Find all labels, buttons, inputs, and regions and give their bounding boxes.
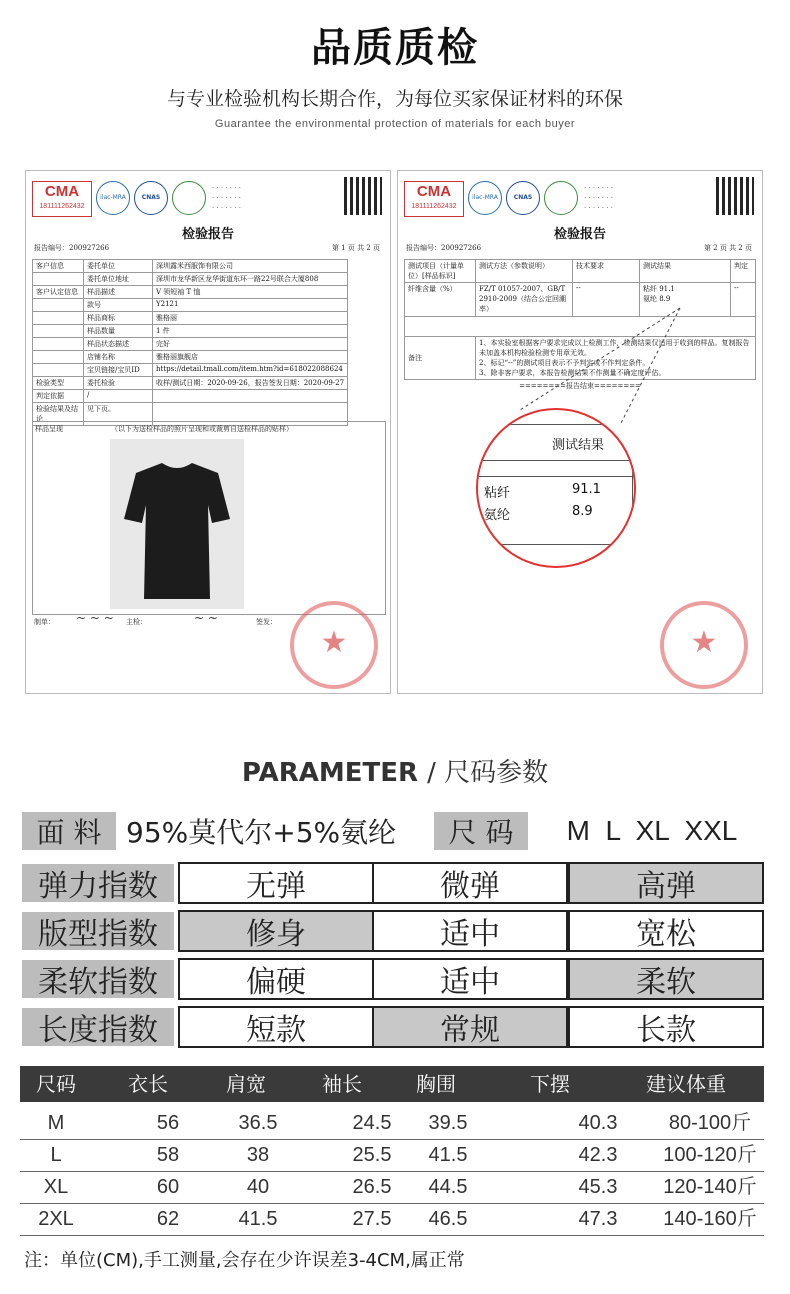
size-table-cell: 100-120斤 [663, 1144, 757, 1166]
size-table-col-header: 袖长 [322, 1072, 362, 1096]
size-table-col-header: 衣长 [128, 1072, 168, 1096]
testing-badge-icon [544, 181, 578, 215]
size-table-cell: 41.5 [428, 1144, 468, 1166]
report-row: 样品数量 1 件 [33, 325, 348, 338]
red-seal-stamp: ★ [660, 601, 748, 689]
size-table-cell: 27.5 [352, 1208, 392, 1230]
cert-logos: CMA 181111262432 ilac-MRA CNAS · · · · · · · · · · · · · · · · · · · · · [32, 177, 282, 217]
size-table-cell: 58 [156, 1144, 180, 1166]
size-table-cell: 46.5 [428, 1208, 468, 1230]
size-table-cell: 2XL [38, 1208, 74, 1230]
qr-code-icon [344, 177, 382, 215]
size-table-cell: 80-100斤 [668, 1112, 752, 1134]
ilac-logo: ilac-MRA [96, 181, 130, 215]
cert-logos: CMA 181111262432 ilac-MRA CNAS · · · · · · · · · · · · · · · · · · · · · [404, 177, 654, 217]
report-row: 检验结果及结论 见下页。 [33, 403, 348, 426]
size-table-cell: 26.5 [352, 1176, 392, 1198]
qr-code-icon [716, 177, 754, 215]
sign-label: 制单： [34, 618, 55, 626]
page-title: 品质质检 [311, 25, 479, 71]
report-row: 检验类型 委托检验 收样/测试日期：2020-09-26，报告签发日期：2020-09-27 [33, 377, 348, 390]
size-table-cell: XL [43, 1176, 69, 1198]
size-table-header [20, 1066, 764, 1102]
index-option: 适中 [372, 910, 568, 952]
size-table-cell: 24.5 [352, 1112, 392, 1134]
index-option: 适中 [372, 958, 568, 1000]
index-option: 无弹 [178, 862, 374, 904]
size-table-col-header: 下摆 [530, 1072, 570, 1096]
size-table-cell: M [47, 1112, 65, 1134]
magnifier-guide-lines [470, 300, 710, 430]
size-table-cell: 36.5 [238, 1112, 278, 1134]
test-result-table: 测试项目（计量单位）[样品标识] 测试方法（参数说明） 技术要求 测试结果 判定 纤维含量（%） FZ/T 01057-2007、GB/T 2910-2009（结合公定回潮率） -- 粘纤 91.1 氨纶 8.9 -- 备注 1、本实验室根据客户要求完成以上检测工作，检测结果仅适用于收到的样品。复制报告未加盖本机构检验检测专用章无效。 2、标记“--”的测试项目表示不予判定或不作判定条件。 3、除非客户要求，本报告检测结果不作测量不确定度评估。 [404, 259, 756, 380]
page-subtitle: 与专业检验机构长期合作，为每位买家保证材料的环保 [166, 88, 623, 110]
page-subtitle-en: Guarantee the environmental protection of materials for each buyer [214, 118, 576, 130]
row-divider [20, 1235, 764, 1236]
size-table-cell: 39.5 [428, 1112, 468, 1134]
report-row: 客户信息 委托单位 深圳露米西服饰有限公司 [33, 260, 348, 273]
size-table-cell: 140-160斤 [663, 1208, 757, 1230]
cma-logo: CMA 181111262432 [32, 181, 92, 217]
size-table-col-header: 肩宽 [226, 1072, 266, 1096]
size-table-cell: 120-140斤 [663, 1176, 757, 1198]
index-option: 长款 [568, 1006, 764, 1048]
index-option: 短款 [178, 1006, 374, 1048]
parameter-title: PARAMETER / 尺码参数 [241, 758, 549, 788]
size-table-col-header: 胸围 [416, 1072, 456, 1096]
sample-photo [110, 439, 244, 609]
report-number: 报告编号：200927266 [406, 244, 482, 252]
index-label: 柔软指数 [20, 958, 176, 1000]
report-row: 店铺名称 雅格丽旗舰店 [33, 351, 348, 364]
index-label: 版型指数 [20, 910, 176, 952]
report-row: 客户认定信息 样品描述 V 领短袖 T 恤 [33, 286, 348, 299]
index-option: 偏硬 [178, 958, 374, 1000]
cnas-logo: CNAS [506, 181, 540, 215]
report-row: 样品状态描述 完好 [33, 338, 348, 351]
fabric-value: 95%莫代尔+5%氨纶 [126, 816, 397, 849]
report-row: 判定依据 / [33, 390, 348, 403]
report-number: 报告编号：200927266 [34, 244, 110, 252]
size-table-cell: 47.3 [578, 1208, 618, 1230]
size-table-cell: 42.3 [578, 1144, 618, 1166]
red-seal-stamp: ★ [290, 601, 378, 689]
size-table-cell: 60 [156, 1176, 180, 1198]
size-table-cell: 44.5 [428, 1176, 468, 1198]
size-table-cell: 38 [246, 1144, 270, 1166]
report-page: 第 1 页 共 2 页 [331, 244, 380, 252]
size-table-cell: L [50, 1144, 62, 1166]
size-label: 尺 码 [432, 810, 530, 852]
size-table-cell: 41.5 [238, 1208, 278, 1230]
fabric-label: 面 料 [20, 810, 118, 852]
report-row: 委托单位地址 深圳市龙华新区龙华街道东环一路22号联合大厦808 [33, 273, 348, 286]
report-title: 检验报告 [553, 227, 606, 242]
cnas-logo: CNAS [134, 181, 168, 215]
tshirt-icon [124, 459, 230, 599]
report-info-table [32, 259, 348, 426]
size-table-cell: 45.3 [578, 1176, 618, 1198]
report-row: 宝贝链接/宝贝ID https://detail.tmall.com/item.htm?id=618022088624 [33, 364, 348, 377]
signature-2: ~ ~ [194, 611, 218, 625]
report-end: ========报告结束======== [519, 382, 641, 390]
index-option: 微弹 [372, 862, 568, 904]
report-title: 检验报告 [181, 227, 234, 242]
inspection-report-page-1 [25, 170, 391, 694]
review-label: 主检： [126, 618, 147, 626]
index-option: 高弹 [568, 862, 764, 904]
size-table-cell: 56 [156, 1112, 180, 1134]
index-option: 宽松 [568, 910, 764, 952]
report-row: 款号 Y2121 [33, 299, 348, 312]
size-table-col-header: 尺码 [36, 1072, 76, 1096]
index-option: 常规 [372, 1006, 568, 1048]
report-row: 样品商标 雅格丽 [33, 312, 348, 325]
size-values: M L XL XXL [566, 815, 738, 846]
ilac-logo: ilac-MRA [468, 181, 502, 215]
size-table-cell: 25.5 [352, 1144, 392, 1166]
signature-1: ~ ~ ~ [76, 611, 114, 625]
index-option: 柔软 [568, 958, 764, 1000]
testing-badge-icon [172, 181, 206, 215]
report-page: 第 2 页 共 2 页 [703, 244, 752, 252]
approve-label: 签发： [256, 618, 277, 626]
index-option: 修身 [178, 910, 374, 952]
index-label: 弹力指数 [20, 862, 176, 904]
cma-logo: CMA 181111262432 [404, 181, 464, 217]
sample-photo-box: 样品呈现 （以下为送检样品的照片呈现和或裁剪自送检样品的贴样） [32, 421, 386, 615]
size-table-cell: 40 [246, 1176, 270, 1198]
index-label: 长度指数 [20, 1006, 176, 1048]
size-table-cell: 40.3 [578, 1112, 618, 1134]
magnified-test-result: 测试结果 粘纤 91.1 氨纶 8.9 [476, 408, 636, 568]
size-note: 注：单位(CM),手工测量,会存在少许误差3-4CM,属正常 [24, 1250, 465, 1271]
size-table-cell: 62 [156, 1208, 180, 1230]
size-table-col-header: 建议体重 [646, 1072, 726, 1096]
